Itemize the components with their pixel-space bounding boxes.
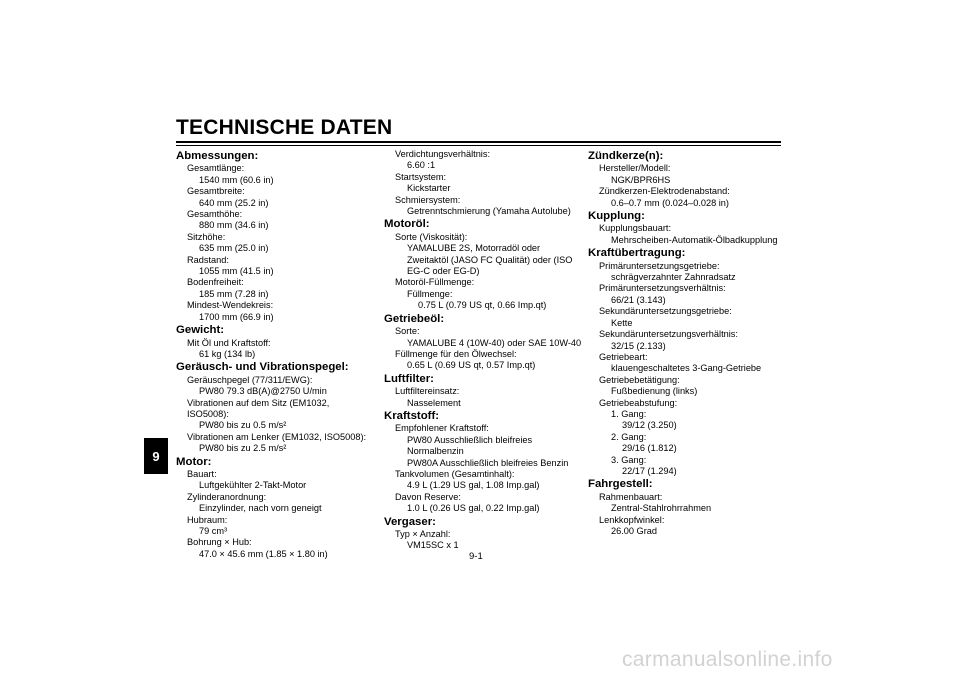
header-rule-thick (176, 141, 781, 143)
spec-value: 1540 mm (60.6 in) (199, 174, 274, 185)
spec-value: 1700 mm (66.9 in) (199, 311, 274, 322)
spec-value: NGK/BPR6HS (611, 174, 671, 185)
spec-value: 880 mm (34.6 in) (199, 220, 269, 231)
spec-value: 39/12 (3.250) (622, 420, 677, 431)
spec-value: Normalbenzin (407, 446, 464, 457)
spec-value: 29/16 (1.812) (622, 443, 677, 454)
spec-label: Empfohlener Kraftstoff: (395, 423, 489, 434)
spec-label: Vibrationen auf dem Sitz (EM1032, ISO5008): (187, 397, 330, 419)
page-title: TECHNISCHE DATEN (176, 116, 393, 139)
spec-label: Gesamthöhe: (187, 209, 243, 220)
spec-value: 47.0 × 45.6 mm (1.85 × 1.80 in) (199, 548, 328, 559)
spec-label: Zündkerzen-Elektrodenabstand: (599, 186, 730, 197)
spec-value: Füllmenge: (407, 288, 453, 299)
spec-label: Hersteller/Modell: (599, 163, 671, 174)
spec-value: 79 cm³ (199, 526, 228, 536)
spec-label: Gesamtbreite: (187, 186, 245, 197)
section-heading: Abmessungen: (176, 150, 259, 162)
spec-label: Vibrationen am Lenker (EM1032, ISO5008): (187, 431, 367, 442)
spec-label: Sorte: (395, 326, 420, 337)
spec-value: 3. Gang: (611, 454, 647, 465)
spec-value: 1055 mm (41.5 in) (199, 266, 274, 277)
spec-value: Luftgekühlter 2-Takt-Motor (199, 480, 307, 491)
spec-label: Bodenfreiheit: (187, 277, 244, 288)
section-heading: Getriebeöl: (384, 312, 445, 325)
spec-value: Kickstarter (407, 183, 451, 194)
chapter-tab: 9 (144, 438, 168, 474)
spec-value: Zweitaktöl (JASO FC Qualität) oder (ISO (407, 254, 573, 265)
section-heading: Fahrgestell: (588, 478, 653, 491)
spec-label: Verdichtungsverhältnis: (395, 149, 490, 159)
spec-value: 1.0 L (0.26 US gal, 0.22 Imp.gal) (407, 503, 540, 514)
page-number: 9-1 (469, 551, 483, 562)
spec-column-2 (384, 149, 584, 552)
watermark: carmanualsonline.info (622, 648, 833, 671)
spec-value: PW80 bis zu 0.5 m/s² (199, 420, 287, 431)
spec-value: 185 mm (7.28 in) (199, 288, 269, 299)
section-heading: Kraftstoff: (384, 409, 440, 422)
spec-label: Getriebebetätigung: (599, 374, 680, 385)
spec-label: Sekundäruntersetzungsverhältnis: (599, 329, 738, 340)
spec-value: Kette (611, 317, 633, 328)
spec-label: Lenkkopfwinkel: (599, 514, 665, 525)
spec-label: Bohrung × Hub: (187, 537, 252, 548)
spec-value: 635 mm (25.0 in) (199, 243, 269, 254)
spec-value: schrägverzahnter Zahnradsatz (611, 272, 736, 283)
spec-label: Füllmenge für den Ölwechsel: (395, 348, 517, 359)
spec-label: Kupplungsbauart: (599, 223, 672, 234)
section-heading: Kupplung: (588, 210, 645, 223)
spec-column-3 (588, 149, 784, 537)
spec-label: Tankvolumen (Gesamtinhalt): (395, 468, 515, 479)
spec-label: Startsystem: (395, 171, 447, 182)
section-heading: Geräusch- und Vibrationspegel: (176, 361, 349, 374)
section-heading: Luftfilter: (384, 372, 434, 385)
spec-label: Radstand: (187, 254, 229, 265)
spec-value: 6.60 :1 (407, 160, 436, 171)
spec-label: Mit Öl und Kraftstoff: (187, 337, 271, 348)
section-heading: Gewicht: (176, 324, 225, 337)
spec-label: Primäruntersetzungsverhältnis: (599, 283, 726, 294)
spec-value: 0.6–0.7 mm (0.024–0.028 in) (611, 197, 729, 208)
section-heading: Kraftübertragung: (588, 247, 686, 260)
header-rule-thin (176, 145, 781, 146)
spec-label: Zylinderanordnung: (187, 491, 267, 502)
spec-value: PW80 bis zu 2.5 m/s² (199, 443, 287, 454)
spec-label: Sitzhöhe: (187, 231, 226, 242)
spec-label: Gesamtlänge: (187, 163, 245, 174)
spec-label: Luftfiltereinsatz: (395, 386, 460, 397)
spec-label: Getriebeart: (599, 351, 648, 362)
spec-value: 640 mm (25.2 in) (199, 197, 269, 208)
section-heading: Zündkerze(n): (588, 150, 664, 162)
spec-value: PW80 Ausschließlich bleifreies (407, 434, 533, 445)
spec-value: 26.00 Grad (611, 526, 657, 536)
spec-value: 1. Gang: (611, 408, 647, 419)
section-heading: Vergaser: (384, 515, 436, 528)
spec-label: Bauart: (187, 468, 217, 479)
spec-value: Zentral-Stahlrohrrahmen (611, 503, 712, 514)
spec-label: Sorte (Viskosität): (395, 231, 468, 242)
spec-label: Getriebeabstufung: (599, 397, 678, 408)
spec-column-1 (176, 149, 372, 560)
spec-value: PW80A Ausschließlich bleifreies Benzin (407, 457, 569, 468)
spec-label: Sekundäruntersetzungsgetriebe: (599, 306, 732, 317)
spec-label: Typ × Anzahl: (395, 529, 451, 539)
spec-label: Mindest-Wendekreis: (187, 300, 274, 311)
spec-value: 61 kg (134 lb) (199, 348, 256, 359)
spec-value: VM15SC x 1 (407, 540, 459, 551)
spec-label: Geräuschpegel (77/311/EWG): (187, 374, 313, 385)
spec-value: EG-C oder EG-D) (407, 266, 480, 277)
spec-value: 22/17 (1.294) (622, 465, 677, 476)
spec-value: klauengeschaltetes 3-Gang-Getriebe (611, 363, 762, 374)
spec-value: PW80 79.3 dB(A)@2750 U/min (199, 386, 327, 397)
spec-value: 66/21 (3.143) (611, 294, 666, 305)
spec-label: Schmiersystem: (395, 194, 461, 205)
spec-value: 32/15 (2.133) (611, 340, 666, 351)
section-heading: Motor: (176, 455, 212, 468)
spec-value: YAMALUBE 4 (10W-40) oder SAE 10W-40 (407, 337, 582, 348)
spec-value: Fußbedienung (links) (611, 386, 698, 397)
spec-label: Motoröl-Füllmenge: (395, 277, 475, 288)
spec-value: 0.65 L (0.69 US qt, 0.57 Imp.qt) (407, 360, 536, 371)
spec-value: 4.9 L (1.29 US gal, 1.08 Imp.gal) (407, 480, 540, 491)
section-heading: Motoröl: (384, 218, 430, 231)
spec-value: 2. Gang: (611, 431, 647, 442)
spec-label: Rahmenbauart: (599, 491, 663, 502)
spec-value: Nasselement (407, 397, 461, 408)
spec-label: Primäruntersetzungsgetriebe: (599, 260, 720, 271)
spec-value: Einzylinder, nach vorn geneigt (199, 503, 322, 514)
spec-label: Davon Reserve: (395, 491, 461, 502)
spec-value: YAMALUBE 2S, Motorradöl oder (407, 243, 541, 254)
spec-value: 0.75 L (0.79 US qt, 0.66 Imp.qt) (418, 300, 547, 311)
spec-label: Hubraum: (187, 514, 228, 525)
spec-value: Getrenntschmierung (Yamaha Autolube) (407, 206, 571, 217)
spec-value: Mehrscheiben-Automatik-Ölbadkupplung (611, 234, 778, 245)
